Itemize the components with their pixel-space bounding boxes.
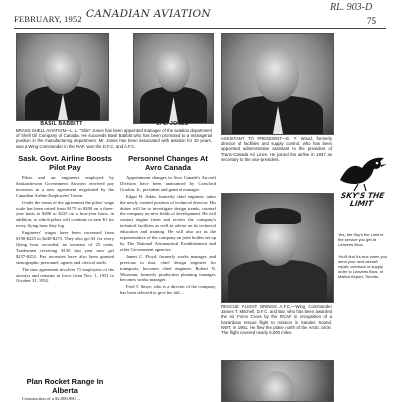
article-rocket-range: [16, 396, 114, 400]
handwritten-publication-title: CANADIAN AVIATION: [86, 8, 211, 20]
sask-paragraph: Under the terms of the agreement the pilots' wage scale has been raised from $175 to $200 on a three-year basis to $200 to $225 on a four-year basis, in addition, to which pilots will continue to earn $1 for every flying hour they log.: [16, 199, 114, 229]
sask-paragraph: Engineers' wages have been increased from $190-$225 to $240-$275. They also get $1 for every flying hour recorded, an increase of 25 cents. Tradesmen receiving $150 last year now get $237-$252. Pay increases have also been granted stenographic personnel, agents and clerical staffs.: [16, 230, 114, 265]
ad-leavens-bros: [336, 150, 388, 279]
ad-text-primary: Yes, the Sky's the Limit in the service you get at Leavens Bros.: [338, 232, 384, 247]
photo-et-wood: [221, 33, 334, 135]
photo-ll-jones: [133, 33, 214, 124]
sask-paragraph: Pilots and air engineers employed by Saskatchewan Government Airways received pay increases in a new agreement negotiated by the Canadian Airline Employees' Union.: [16, 175, 114, 198]
photo-name-jones: L. L. JONES: [156, 121, 189, 127]
photo-bottom-partial: [221, 360, 334, 402]
avro-paragraph: Fred T. Smye, who is a director of the company, has been selected to give his full ...: [120, 284, 216, 296]
sask-paragraph: The new agreement involves 71 employees of the airways and remains in force from Nov. 1, 1951 to October 31, 1952.: [16, 266, 114, 284]
header-rule: [14, 28, 386, 29]
headline-rocket-range: Plan Rocket Range In Alberta: [26, 377, 104, 395]
issue-date: FEBRUARY, 1952: [14, 14, 82, 24]
avro-paragraph: Edgar H. Atkin, formerly chief engineer, takes the newly created position of technical director. His duties will be to investigate design trends, counsel the company on new fields of development. He will contact engine firms and review the company's technical facilities as well as advise on its technical education and training. He will also act as the representative of the company on joint bodies set up by The National Aeronautical Establishment and other Government agencies.: [120, 193, 216, 252]
archive-stamp: RL. 903-D: [330, 2, 373, 13]
rocket-paragraph: Construction of a $2,000,000 ...: [22, 396, 81, 400]
caption-shell-aviation: BRASS SHELL AVIATION—L. L. "Slim" Jones has been appointed manager of the aviation department of Shell Oil Company of Canada. He succeeds Basil Babbitt who has been promoted to a managerial position in the manufacturing department. Mr. Jones has been associated with aviation for 10 years, was a Wing Commander in the RAF, won the D.F.C. and A.F.C.: [16, 128, 212, 149]
avro-paragraph: James C. Floyd, formerly works manager, and previous to that, chief design engineer for transports, becomes chief engineer. Robert N. Wiseman, formerly production planning manager, becomes works manager.: [120, 253, 216, 283]
ad-text-secondary: You'll find it's true when you send your next aircraft repair, overhaul or supply order to Leavens Bros. of Malton Airport, Toronto.: [338, 254, 387, 279]
headline-sask-airline: Sask. Govt. Airline Boosts Pilot Pay: [18, 154, 112, 172]
article-sask-airline: [16, 175, 114, 285]
bird-icon: [336, 150, 388, 192]
avro-paragraph: Appointment changes in Avro Canada's Aircraft Division have been announced by Crawford Gordon, Jr., president and general manager.: [120, 175, 216, 192]
caption-assistant-to-president: ASSISTANT TO PRESIDENT—E. T. Wood, formerly director of facilities and supply control, who has been appointed administrative assistant to the president of Trans-Canada Air Lines. He joined the airline in 1937 as secretary to the vice-president.: [221, 136, 332, 162]
caption-rescue-flight: RESCUE FLIGHT BRINGS A.F.C.—Wing Commander James T. Mitchell, D.F.C. and Bar, who has been awarded the Air Force Cross by the RCAF in recognition of a hazardous rescue flight to mission in Sandee Sound, NWT, in 1951. He flew the plane north of the Arctic circle. The flight covered nearly 6,000 miles.: [221, 304, 332, 336]
article-avro-personnel: [120, 175, 216, 400]
photo-name-babbitt: BASIL BABBITT: [40, 121, 83, 127]
headline-avro-personnel: Personnel Changes At Avro Canada: [128, 154, 208, 172]
photo-rescue-pilot: [221, 193, 334, 303]
photo-basil-babbitt: [16, 33, 109, 121]
page-number: 75: [367, 16, 376, 26]
ad-title: SKY'S THE LIMIT: [340, 191, 385, 208]
